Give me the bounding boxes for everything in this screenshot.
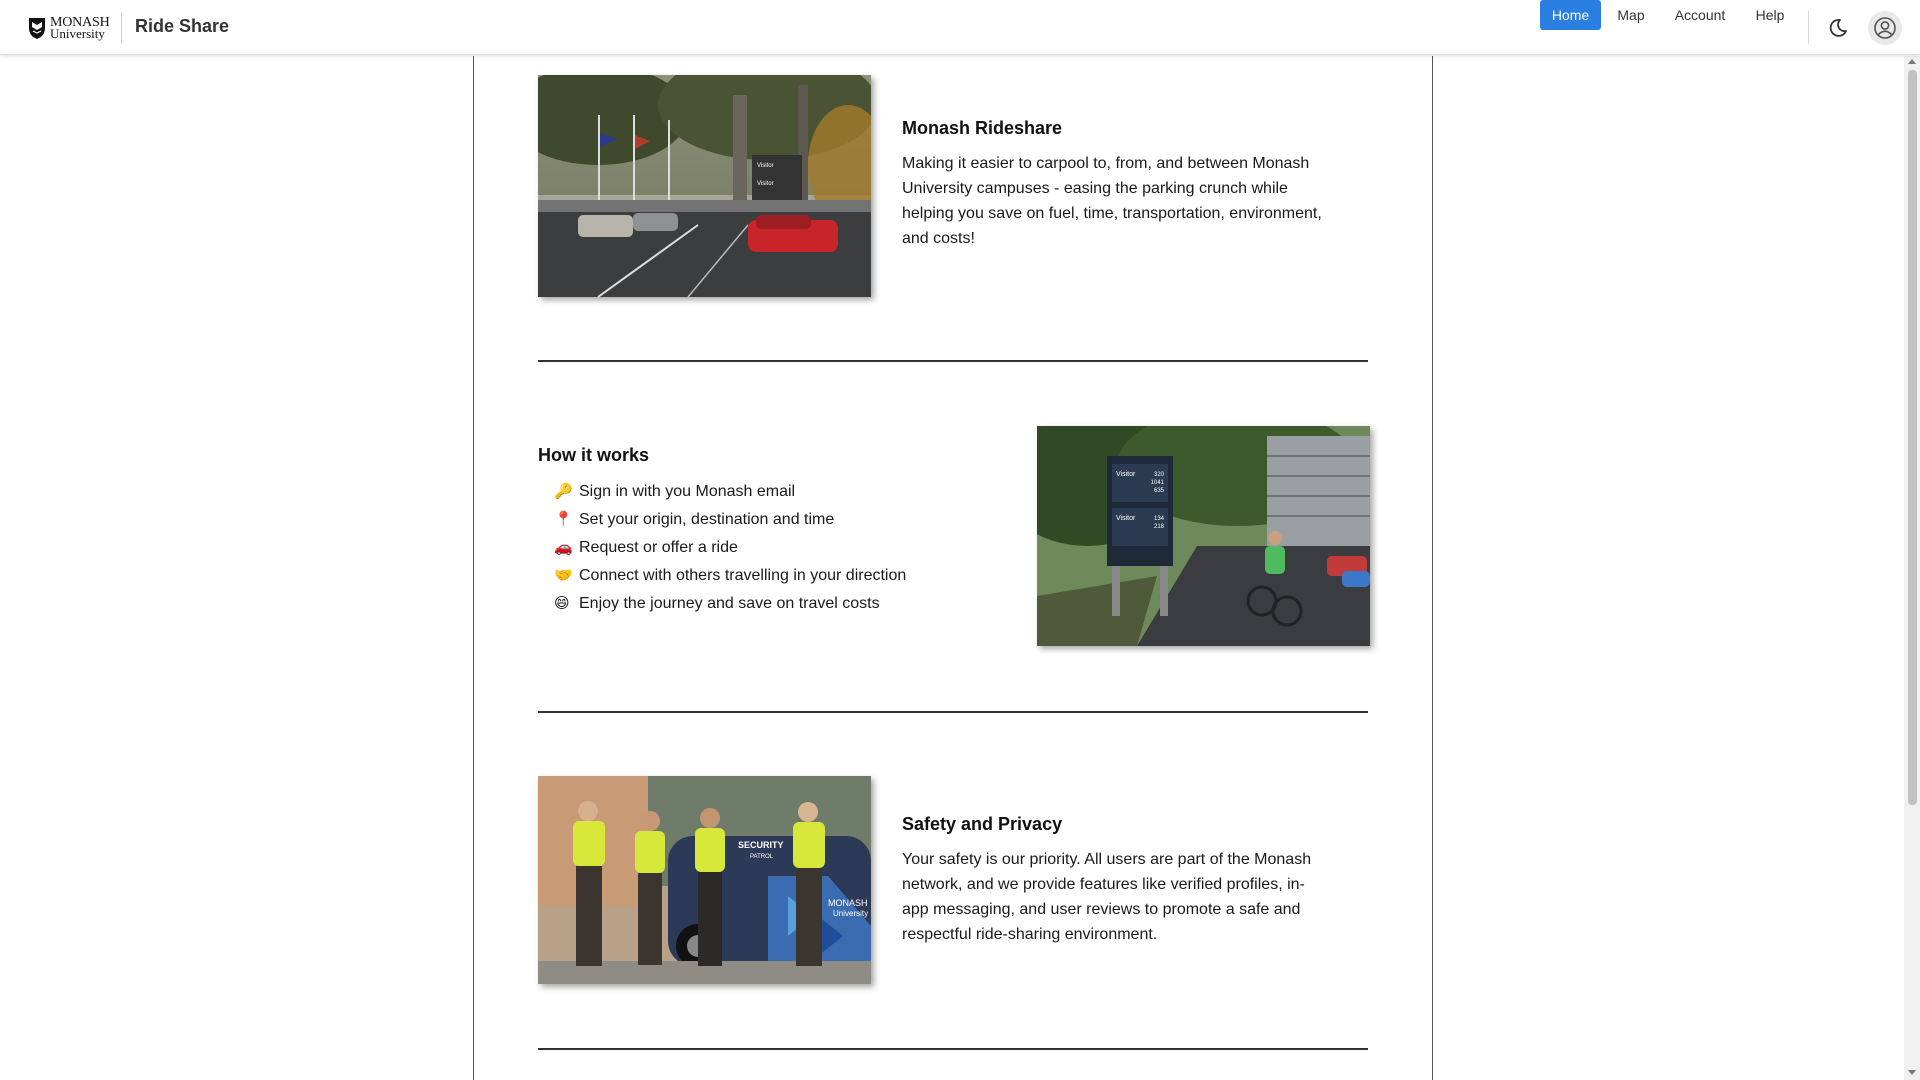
page-scrollbar[interactable] xyxy=(1904,56,1920,1080)
safety-text xyxy=(902,814,1322,947)
sign-label-2: Visitor xyxy=(757,181,774,187)
nav-account[interactable]: Account xyxy=(1674,7,1726,23)
logo-wordmark xyxy=(50,14,110,41)
nav-map[interactable]: Map xyxy=(1617,7,1645,23)
cyclist-image xyxy=(1037,426,1370,646)
security-patrol-image xyxy=(538,776,871,984)
security-patrol-photo xyxy=(538,776,871,984)
intro-text xyxy=(902,118,1322,251)
logo-line-2: University xyxy=(50,25,105,41)
sign-label-1: Visitor xyxy=(1116,471,1136,478)
how-steps-list xyxy=(554,478,958,618)
section-divider-2 xyxy=(538,711,1368,713)
list-item xyxy=(554,590,958,618)
intro-title: Monash Rideshare xyxy=(902,118,1063,138)
theme-toggle-button[interactable] xyxy=(1823,13,1853,43)
sign-value-2: 1041 xyxy=(1150,480,1164,486)
nav-home[interactable]: Home xyxy=(1540,0,1601,30)
cyclist-parking-sign-photo xyxy=(1037,426,1370,646)
smile-icon: 😄 xyxy=(554,595,570,612)
how-title: How it works xyxy=(538,445,650,465)
key-icon: 🔑 xyxy=(554,483,573,500)
list-item xyxy=(554,534,958,562)
list-item xyxy=(554,506,958,534)
handshake-icon: 🤝 xyxy=(554,567,573,584)
safety-body: Your safety is our priority. All users are part of the Monash network, and we provide features like verified profiles, in-app messaging, and user reviews to promote a safe and respectful ride-sharing environment. xyxy=(902,851,1312,943)
scrollbar-thumb[interactable] xyxy=(1908,70,1917,805)
patrol-car-text-2: PATROL xyxy=(750,854,774,860)
intro-body: Making it easier to carpool to, from, and between Monash University campuses - easing the parking crunch while helping you save on fuel, time, transportation, environment, and costs! xyxy=(902,155,1322,247)
patrol-car-text-1: SECURITY xyxy=(738,840,784,850)
pin-icon: 📍 xyxy=(554,511,573,528)
app-title[interactable]: Ride Share xyxy=(135,16,230,36)
scroll-up-arrow[interactable] xyxy=(1908,59,1916,64)
sign-value-3: 635 xyxy=(1153,488,1164,494)
list-item xyxy=(554,478,958,506)
section-divider-1 xyxy=(538,360,1368,362)
sign-label-1: Visitor xyxy=(757,163,774,169)
step-text: Request or offer a ride xyxy=(579,539,738,556)
user-circle-icon xyxy=(1873,16,1897,40)
sign-value-5: 218 xyxy=(1153,524,1164,530)
scroll-down-arrow[interactable] xyxy=(1908,1070,1916,1075)
list-item xyxy=(554,562,958,590)
sign-value-1: 320 xyxy=(1153,472,1164,478)
step-text: Sign in with you Monash email xyxy=(579,483,796,500)
main-content xyxy=(473,56,1433,1080)
crest-icon xyxy=(28,16,46,40)
logo-divider xyxy=(121,13,122,43)
sign-value-4: 134 xyxy=(1153,516,1164,522)
nav-help[interactable]: Help xyxy=(1755,7,1785,23)
sign-label-2: Visitor xyxy=(1116,515,1136,522)
step-text: Set your origin, destination and time xyxy=(579,511,835,528)
campus-traffic-image xyxy=(538,75,871,297)
logo-line-1: MONASH xyxy=(50,14,110,30)
step-text: Connect with others travelling in your direction xyxy=(579,567,907,584)
top-navigation-bar xyxy=(0,0,1920,55)
patrol-car-text-4: University xyxy=(833,909,869,918)
how-it-works-text xyxy=(538,445,958,618)
car-icon: 🚗 xyxy=(554,539,573,556)
step-text: Enjoy the journey and save on travel costs xyxy=(579,595,880,612)
nav-separator xyxy=(1808,11,1809,44)
section-divider-3 xyxy=(538,1048,1368,1050)
moon-icon xyxy=(1827,17,1849,39)
monash-logo[interactable] xyxy=(28,14,109,41)
patrol-car-text-3: MONASH xyxy=(828,898,868,908)
campus-traffic-photo xyxy=(538,75,871,297)
safety-title: Safety and Privacy xyxy=(902,814,1063,834)
user-account-button[interactable] xyxy=(1868,11,1902,45)
